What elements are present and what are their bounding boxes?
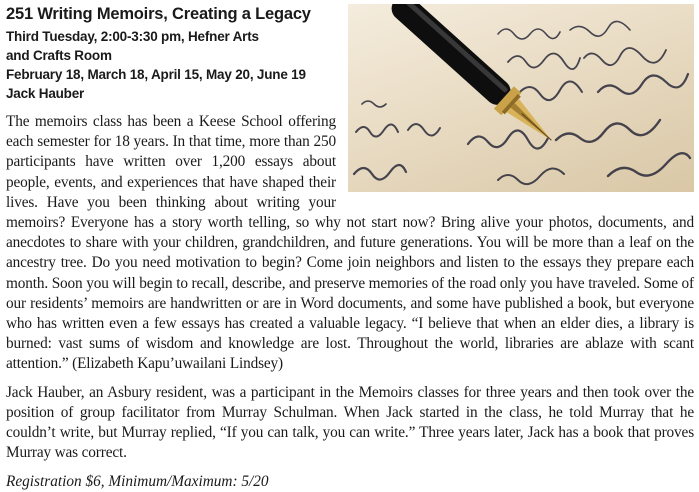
schedule-line: Third Tuesday, 2:00-3:30 pm, Hefner Arts xyxy=(6,29,259,44)
description-paragraph-2: Jack Hauber, an Asbury resident, was a participant in the Memoirs classes for three years and then took over the position of group facilitator from Murray Schulman. When Jack started in the class, he told Murray that he couldn’t write, but Murray replied, “If you can talk, you can write.” Three years later, Jack has a book that proves Murray was correct. xyxy=(6,383,694,462)
fountain-pen-photo xyxy=(348,4,694,192)
location-line: and Crafts Room xyxy=(6,48,112,63)
course-title: 251 Writing Memoirs, Creating a Legacy xyxy=(6,5,311,23)
description-paragraph-1: The memoirs class has been a Keese School offering each semester for 18 years. In that time, more than 250 participants have written over 1,200 essays about people, events, and experiences that have shaped their lives. Have you been thinking about writing your memoirs? Everyone has a story worth telling, so why not start now? Bring alive your photos, documents, and anecdotes to share with your children, grandchildren, and future generations. You will be more than a leaf on the ancestry tree. Do you need motivation to begin? Come join neighbors and listen to the essays they prepare each month. Soon you will begin to recall, describe, and preserve memories of the road only you have traveled. Some of our residents’ memoirs are handwritten or are in Word documents, and some have published a book, but everyone who has written even a few essays has created a valuable legacy. “I believe that when an elder dies, a library is burned: vast sums of wisdom and knowledge are lost. Throughout the world, libraries are ablaze with scant attention.” (Elizabeth Kapu’uwailani Lindsey) xyxy=(6,113,694,373)
handwritten-letter-illustration xyxy=(348,4,694,192)
instructor-name: Jack Hauber xyxy=(6,86,85,101)
course-listing xyxy=(6,4,694,491)
session-dates: February 18, March 18, April 15, May 20, June 19 xyxy=(6,67,306,82)
registration-info: Registration $6, Minimum/Maximum: 5/20 xyxy=(6,473,269,491)
